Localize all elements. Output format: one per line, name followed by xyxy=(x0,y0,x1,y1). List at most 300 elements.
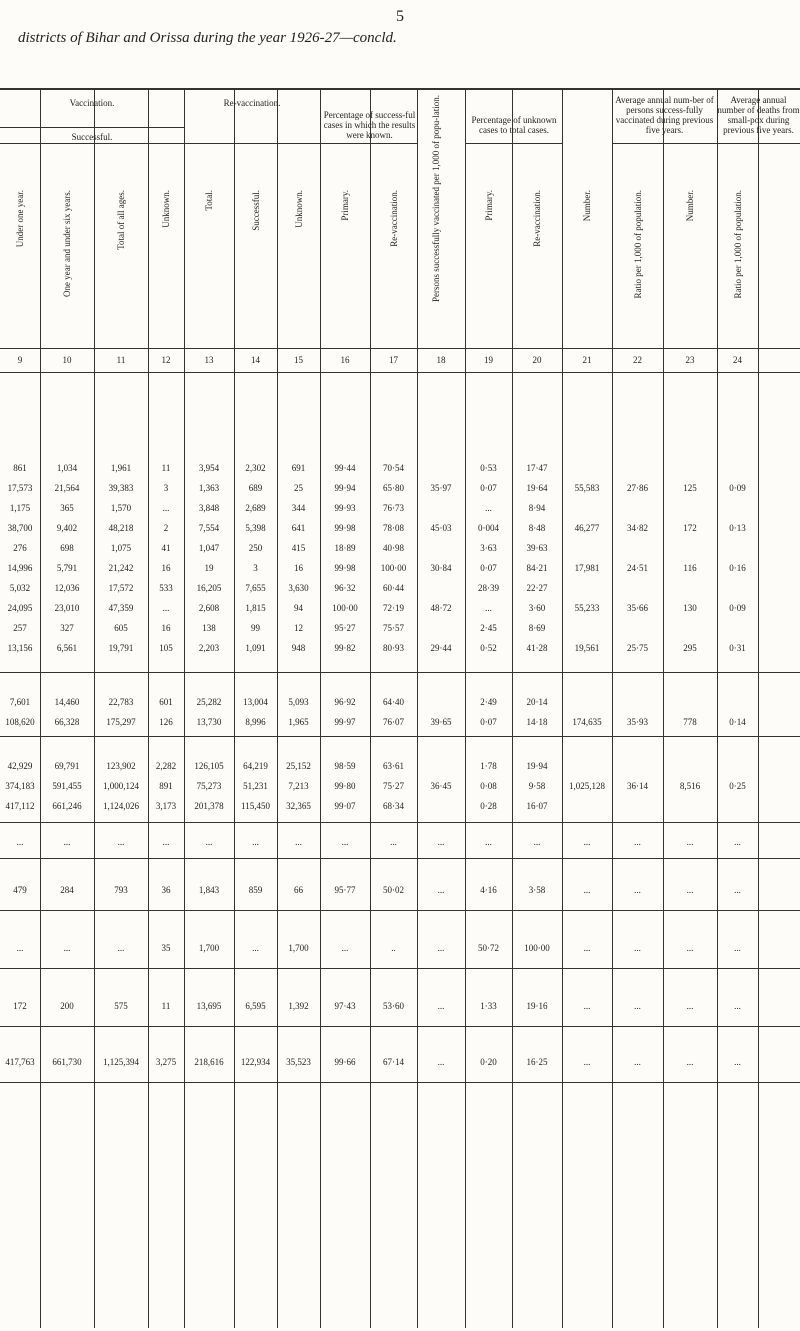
table-cell: ... xyxy=(437,1057,445,1067)
table-cell: ... xyxy=(205,837,213,847)
table-cell: 14,996 xyxy=(7,563,33,573)
table-cell: 1·33 xyxy=(480,1001,497,1011)
table-cell: 2 xyxy=(163,523,169,533)
table-cell: 8·69 xyxy=(528,623,546,633)
table-rule xyxy=(0,968,800,969)
table-cell: 100·00 xyxy=(380,563,407,573)
table-cell: ... xyxy=(485,503,492,513)
table-cell: ... xyxy=(437,885,445,895)
table-cell: 0·14 xyxy=(729,717,746,727)
table-cell: 32,365 xyxy=(286,801,311,811)
table-cell: 6,561 xyxy=(56,643,78,653)
table-cell: 1,125,394 xyxy=(103,1057,139,1067)
table-cell: 0·08 xyxy=(480,781,497,791)
table-cell: 605 xyxy=(114,623,128,633)
table-cell: 105 xyxy=(159,643,173,653)
column-label: Re-vaccination. xyxy=(388,190,399,247)
table-cell: 19·16 xyxy=(526,1001,548,1011)
table-cell: ... xyxy=(734,943,741,953)
table-cell: 1,570 xyxy=(110,503,132,513)
table-cell: 96·32 xyxy=(334,583,356,593)
table-cell: 415 xyxy=(291,543,306,553)
table-cell: 8,996 xyxy=(245,717,266,727)
table-cell: 99·44 xyxy=(334,463,356,473)
table-cell: 16·25 xyxy=(526,1057,548,1067)
table-cell: 53·60 xyxy=(383,1001,404,1011)
table-cell: 39,383 xyxy=(108,483,134,493)
table-cell: 1,047 xyxy=(198,543,220,553)
table-cell: 98·59 xyxy=(334,761,356,771)
table-cell: 5,032 xyxy=(9,583,31,593)
table-cell: 17,572 xyxy=(108,583,134,593)
table-cell: 1,815 xyxy=(245,603,266,613)
table-rule xyxy=(0,910,800,911)
table-cell: 35,523 xyxy=(286,1057,311,1067)
table-cell: 0·07 xyxy=(480,717,497,727)
table-cell: ... xyxy=(686,943,694,953)
table-cell: 295 xyxy=(683,643,697,653)
table-cell: 1,091 xyxy=(245,643,266,653)
table-cell: 8,516 xyxy=(679,781,701,791)
table-rule xyxy=(0,822,800,823)
table-cell: 75·27 xyxy=(383,781,404,791)
table-cell: 36·45 xyxy=(430,781,452,791)
table-rule xyxy=(758,88,759,1328)
table-cell: 859 xyxy=(248,885,263,895)
table-cell: 75·57 xyxy=(383,623,404,633)
table-rule xyxy=(370,88,371,1328)
table-cell: 5,791 xyxy=(56,563,78,573)
table-cell: 99·98 xyxy=(334,563,356,573)
table-cell: 30·84 xyxy=(430,563,452,573)
table-cell: 3,630 xyxy=(288,583,309,593)
table-rule xyxy=(0,672,800,673)
column-number: 14 xyxy=(251,355,260,365)
table-cell: 66 xyxy=(294,885,303,895)
table-cell: ... xyxy=(634,1057,641,1067)
column-label: Successful. xyxy=(250,190,261,231)
table-cell: 374,183 xyxy=(5,781,35,791)
table-rule xyxy=(234,88,235,1328)
table-cell: 28·39 xyxy=(478,583,499,593)
table-cell: 533 xyxy=(159,583,173,593)
table-cell: 661,246 xyxy=(52,801,82,811)
table-cell: 601 xyxy=(159,697,173,707)
table-cell: 46,277 xyxy=(574,523,600,533)
table-cell: ... xyxy=(16,943,24,953)
table-cell: 21,242 xyxy=(108,563,134,573)
table-cell: 21,564 xyxy=(54,483,80,493)
table-cell: 11 xyxy=(161,1001,171,1011)
table-cell: 12,036 xyxy=(54,583,80,593)
table-cell: ... xyxy=(341,837,349,847)
table-cell: 689 xyxy=(248,483,263,493)
table-rule xyxy=(184,143,320,144)
table-cell: 19,791 xyxy=(108,643,134,653)
column-label: Number. xyxy=(685,190,695,222)
table-cell: ... xyxy=(686,1057,694,1067)
table-cell: 698 xyxy=(60,543,74,553)
table-cell: 69,791 xyxy=(54,761,80,771)
column-number: 13 xyxy=(204,355,214,365)
table-cell: 7,554 xyxy=(198,523,220,533)
table-cell: 35 xyxy=(161,943,171,953)
table-rule xyxy=(512,88,513,1328)
table-cell: 84·21 xyxy=(526,563,548,573)
column-number: 22 xyxy=(633,355,642,365)
column-label: Total. xyxy=(204,190,214,211)
table-cell: 29·44 xyxy=(430,643,452,653)
table-cell: ... xyxy=(162,603,170,613)
table-cell: 13,730 xyxy=(196,717,222,727)
table-rule xyxy=(0,143,184,144)
table-cell: 201,378 xyxy=(194,801,224,811)
table-cell: 0·13 xyxy=(729,523,746,533)
table-cell: 22,783 xyxy=(108,697,134,707)
header-revaccination: Re-vaccination. xyxy=(223,98,281,108)
table-cell: 14,460 xyxy=(54,697,80,707)
table-cell: 172 xyxy=(683,523,697,533)
table-cell: 65·80 xyxy=(383,483,404,493)
table-cell: 115,450 xyxy=(241,801,270,811)
table-cell: 284 xyxy=(60,885,74,895)
table-cell: 63·61 xyxy=(383,761,404,771)
table-cell: 3·63 xyxy=(480,543,497,553)
column-label: Under one year. xyxy=(15,190,25,248)
table-cell: ... xyxy=(63,943,71,953)
column-label: Primary. xyxy=(483,190,494,221)
table-cell: 257 xyxy=(13,623,27,633)
table-cell: ... xyxy=(437,943,445,953)
table-cell: 72·19 xyxy=(383,603,404,613)
table-rule xyxy=(320,88,321,1328)
table-cell: 25 xyxy=(294,483,303,493)
table-cell: 123,902 xyxy=(106,761,136,771)
table-cell: 108,620 xyxy=(5,717,35,727)
table-cell: 1·78 xyxy=(480,761,497,771)
table-cell: ... xyxy=(437,837,445,847)
table-rule xyxy=(465,143,562,144)
table-cell: 138 xyxy=(202,623,216,633)
table-cell: 2,302 xyxy=(245,463,266,473)
header-avg-deaths: Average annual number of deaths from small-pox during previous five years. xyxy=(717,95,800,135)
table-cell: 1,175 xyxy=(9,503,31,513)
table-cell: ... xyxy=(686,837,694,847)
column-label: Unknown. xyxy=(161,190,171,228)
table-rule xyxy=(0,858,800,859)
table-cell: 35·93 xyxy=(627,717,648,727)
table-cell: ... xyxy=(734,1057,741,1067)
table-cell: 35·66 xyxy=(627,603,648,613)
table-cell: 13,156 xyxy=(7,643,33,653)
column-number: 15 xyxy=(294,355,303,365)
table-cell: 417,763 xyxy=(5,1057,35,1067)
table-cell: ... xyxy=(583,837,591,847)
table-cell: ... xyxy=(252,837,259,847)
table-cell: 13,004 xyxy=(243,697,268,707)
header-vaccination: Vaccination. xyxy=(69,98,115,108)
table-cell: 100·00 xyxy=(332,603,358,613)
table-cell: 8·94 xyxy=(528,503,546,513)
table-cell: 200 xyxy=(60,1001,74,1011)
table-cell: 99·97 xyxy=(334,717,356,727)
table-cell: 1,392 xyxy=(288,1001,309,1011)
table-cell: 172 xyxy=(13,1001,27,1011)
table-cell: 0·004 xyxy=(478,523,499,533)
table-cell: 38,700 xyxy=(7,523,33,533)
table-cell: 64,219 xyxy=(243,761,268,771)
table-cell: 0·07 xyxy=(480,483,497,493)
table-cell: 50·02 xyxy=(383,885,404,895)
table-cell: ... xyxy=(634,837,641,847)
table-cell: 94 xyxy=(294,603,303,613)
table-cell: 18·89 xyxy=(334,543,356,553)
table-cell: 2·45 xyxy=(480,623,497,633)
column-number: 18 xyxy=(436,355,446,365)
table-cell: 51,231 xyxy=(243,781,268,791)
column-label: Unknown. xyxy=(293,190,304,228)
table-cell: 95·27 xyxy=(334,623,356,633)
table-cell: 78·08 xyxy=(383,523,404,533)
header-persons-per-1000: Persons successfully vaccinated per 1,000 of popu-lation. xyxy=(431,95,441,302)
table-cell: 3·58 xyxy=(528,885,546,895)
column-number: 23 xyxy=(685,355,695,365)
table-rule xyxy=(40,88,41,1328)
table-cell: 0·16 xyxy=(729,563,746,573)
table-cell: 76·07 xyxy=(383,717,404,727)
table-cell: 99·94 xyxy=(334,483,356,493)
table-cell: ... xyxy=(485,603,492,613)
table-cell: 1,034 xyxy=(56,463,78,473)
header-pct-success: Percentage of success-ful cases in which the results were known. xyxy=(323,110,416,140)
table-cell: 691 xyxy=(291,463,306,473)
page-number: 5 xyxy=(396,8,404,25)
table-cell: 97·43 xyxy=(334,1001,356,1011)
header-successful: Successful. xyxy=(71,132,113,142)
table-cell: 0·09 xyxy=(729,483,746,493)
table-cell: 3,275 xyxy=(155,1057,177,1067)
column-number: 21 xyxy=(582,355,592,365)
table-cell: 122,934 xyxy=(240,1057,271,1067)
table-rule xyxy=(320,143,417,144)
table-cell: ... xyxy=(583,1001,591,1011)
table-cell: ... xyxy=(117,943,125,953)
column-label: Total of all ages. xyxy=(116,190,126,250)
table-cell: 67·14 xyxy=(383,1057,404,1067)
table-cell: 3 xyxy=(163,483,169,493)
table-cell: ... xyxy=(686,885,694,895)
table-cell: 0·09 xyxy=(729,603,746,613)
table-cell: ... xyxy=(162,837,170,847)
table-cell: 0·31 xyxy=(729,643,746,653)
table-cell: ... xyxy=(437,1001,445,1011)
table-cell: 48·72 xyxy=(430,603,452,613)
table-cell: 17,573 xyxy=(7,483,33,493)
table-cell: 25·75 xyxy=(627,643,648,653)
table-cell: 591,455 xyxy=(52,781,82,791)
table-cell: ... xyxy=(734,885,741,895)
table-cell: 20·14 xyxy=(526,697,548,707)
table-cell: 66,328 xyxy=(54,717,80,727)
column-label: Ratio per 1,000 of population. xyxy=(632,190,643,299)
table-cell: 25,282 xyxy=(196,697,222,707)
table-rule xyxy=(0,1082,800,1083)
table-cell: 23,010 xyxy=(54,603,80,613)
table-cell: 55,233 xyxy=(574,603,600,613)
table-cell: 218,616 xyxy=(194,1057,224,1067)
table-cell: 0·20 xyxy=(480,1057,497,1067)
table-rule xyxy=(184,88,185,1328)
table-cell: ... xyxy=(583,943,591,953)
column-number: 12 xyxy=(161,355,171,365)
table-rule xyxy=(0,372,800,373)
table-cell: 99·07 xyxy=(334,801,356,811)
table-cell: 60·44 xyxy=(383,583,404,593)
table-cell: 344 xyxy=(291,503,306,513)
table-cell: 11 xyxy=(161,463,171,473)
table-cell: 3,848 xyxy=(198,503,220,513)
table-cell: 861 xyxy=(13,463,27,473)
column-label: Number. xyxy=(582,190,592,222)
table-cell: ... xyxy=(252,943,259,953)
table-cell: 575 xyxy=(114,1001,128,1011)
table-cell: 99·66 xyxy=(334,1057,356,1067)
table-cell: 2,203 xyxy=(198,643,220,653)
table-rule xyxy=(0,88,800,90)
table-cell: 6,595 xyxy=(245,1001,266,1011)
table-cell: 116 xyxy=(683,563,697,573)
table-cell: 7,213 xyxy=(288,781,309,791)
table-cell: 27·86 xyxy=(627,483,648,493)
table-cell: ... xyxy=(686,1001,694,1011)
table-cell: 276 xyxy=(13,543,27,553)
table-cell: 19,561 xyxy=(574,643,600,653)
table-cell: 1,363 xyxy=(198,483,220,493)
table-cell: ... xyxy=(734,1001,741,1011)
table-cell: 4·16 xyxy=(480,885,497,895)
table-cell: 22·27 xyxy=(526,583,548,593)
table-cell: 16 xyxy=(294,563,303,573)
table-cell: ... xyxy=(295,837,302,847)
table-cell: 1,000,124 xyxy=(103,781,139,791)
table-cell: 0·53 xyxy=(480,463,497,473)
table-cell: 1,700 xyxy=(288,943,309,953)
table-cell: 99·82 xyxy=(334,643,356,653)
table-cell: 891 xyxy=(159,781,173,791)
table-cell: 948 xyxy=(291,643,306,653)
table-cell: 3·60 xyxy=(528,603,546,613)
table-rule xyxy=(148,88,149,1328)
table-cell: 479 xyxy=(13,885,27,895)
column-number: 19 xyxy=(484,355,493,365)
table-cell: 417,112 xyxy=(5,801,35,811)
table-cell: 793 xyxy=(114,885,128,895)
table-cell: 9,402 xyxy=(56,523,78,533)
table-cell: 25,152 xyxy=(286,761,311,771)
table-cell: 778 xyxy=(683,717,697,727)
table-cell: 1,961 xyxy=(110,463,132,473)
table-cell: 80·93 xyxy=(383,643,404,653)
table-rule xyxy=(612,88,613,1328)
table-cell: 13,695 xyxy=(196,1001,222,1011)
table-cell: 12 xyxy=(294,623,303,633)
table-cell: 1,025,128 xyxy=(569,781,605,791)
table-cell: 41 xyxy=(161,543,171,553)
table-cell: 19 xyxy=(204,563,214,573)
column-number: 9 xyxy=(17,355,23,365)
column-number: 11 xyxy=(116,355,126,365)
table-cell: ... xyxy=(162,503,170,513)
table-cell: 8·48 xyxy=(528,523,546,533)
table-cell: 3,173 xyxy=(155,801,177,811)
table-cell: 7,655 xyxy=(245,583,266,593)
table-cell: ... xyxy=(634,1001,641,1011)
table-cell: 47,359 xyxy=(108,603,134,613)
table-cell: 45·03 xyxy=(430,523,452,533)
table-cell: 16,205 xyxy=(196,583,222,593)
table-cell: 125 xyxy=(683,483,697,493)
table-cell: 2,689 xyxy=(245,503,266,513)
table-cell: ... xyxy=(63,837,71,847)
table-rule xyxy=(612,143,717,144)
page-title: districts of Bihar and Orissa during the year 1926-27—concld. xyxy=(18,30,397,46)
column-number: 10 xyxy=(62,355,72,365)
column-label: Ratio per 1,000 of population. xyxy=(732,190,743,299)
table-cell: 19·64 xyxy=(526,483,548,493)
table-cell: ... xyxy=(341,943,349,953)
table-cell: 99·93 xyxy=(334,503,356,513)
table-cell: 130 xyxy=(683,603,697,613)
header-avg-vaccinated: Average annual num-ber of persons success-fully vaccinated during previous five years. xyxy=(615,95,714,135)
table-cell: 36·14 xyxy=(627,781,648,791)
column-number: 20 xyxy=(532,355,542,365)
table-cell: ... xyxy=(583,1057,591,1067)
table-rule xyxy=(417,88,418,1328)
table-cell: 0·07 xyxy=(480,563,497,573)
table-cell: 68·34 xyxy=(383,801,404,811)
table-cell: 2,282 xyxy=(155,761,177,771)
table-cell: 2·49 xyxy=(480,697,497,707)
table-cell: 1,965 xyxy=(288,717,309,727)
table-cell: 76·73 xyxy=(383,503,404,513)
table-rule xyxy=(0,1026,800,1027)
table-cell: 17·47 xyxy=(526,463,548,473)
table-cell: ... xyxy=(734,837,741,847)
table-rule xyxy=(663,88,664,1328)
table-cell: 35·97 xyxy=(430,483,452,493)
table-cell: 99·80 xyxy=(334,781,356,791)
table-cell: 175,297 xyxy=(106,717,136,727)
table-rule xyxy=(0,127,184,128)
table-rule xyxy=(0,736,800,737)
table-cell: 126 xyxy=(159,717,173,727)
table-cell: ... xyxy=(533,837,541,847)
table-rule xyxy=(562,88,563,1328)
table-rule xyxy=(0,348,800,349)
table-cell: 16·07 xyxy=(526,801,548,811)
header-pct-unknown: Percentage of unknown cases to total cases. xyxy=(471,115,557,135)
table-cell: 14·18 xyxy=(526,717,548,727)
table-cell: 19·94 xyxy=(526,761,548,771)
column-number: 17 xyxy=(389,355,398,365)
table-cell: 0·52 xyxy=(480,643,497,653)
table-cell: ... xyxy=(634,943,641,953)
table-cell: 40·98 xyxy=(383,543,404,553)
table-cell: 99·98 xyxy=(334,523,356,533)
table-cell: 64·40 xyxy=(383,697,404,707)
table-cell: ... xyxy=(16,837,24,847)
table-cell: 50·72 xyxy=(478,943,499,953)
